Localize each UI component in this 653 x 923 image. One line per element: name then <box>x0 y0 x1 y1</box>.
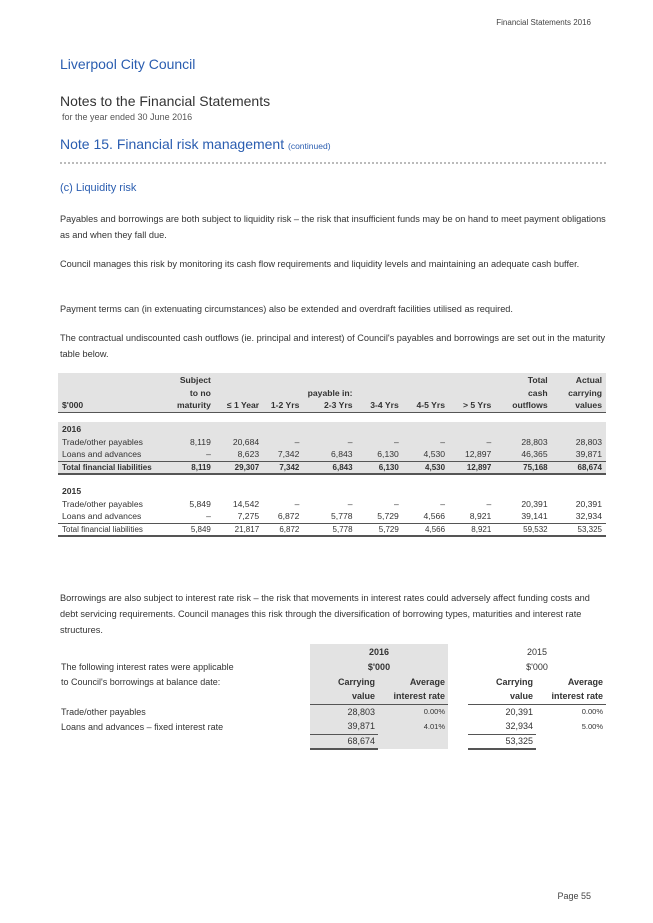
header-cell: 2-3 Yrs <box>303 399 356 412</box>
table-cell: – <box>206 449 211 460</box>
table-row: Trade/other payables 28,803 0.00% 20,391 0.00% <box>58 704 606 719</box>
table-cell: 4,530 <box>403 461 449 474</box>
table-cell: 5,849 <box>189 498 211 509</box>
table-cell: 12,897 <box>465 449 492 460</box>
note-continued: (continued) <box>288 141 331 151</box>
table-cell: 46,365 <box>521 449 548 460</box>
intro-line-1: The following interest rates were applicable <box>61 661 234 672</box>
year-2015-header: 2015 <box>526 646 548 657</box>
table-cell: 21,817 <box>215 523 263 536</box>
table-cell: 14,542 <box>232 498 260 509</box>
unit-2015: $'000 <box>526 661 548 672</box>
page-number: Page 55 <box>557 891 591 901</box>
table-cell: – <box>486 498 492 509</box>
header-cell: $'000 <box>58 399 167 412</box>
table-cell: 75,168 <box>495 461 551 474</box>
col-value-2016: value <box>310 689 378 704</box>
col-carrying-2016: Carrying <box>310 674 378 689</box>
table-cell: 5,778 <box>331 511 353 522</box>
paragraph-monitoring: Council manages this risk by monitoring its cash flow requirements and liquidity levels and maintaining an adequate cash buffer. <box>60 259 580 269</box>
table-cell: 7,342 <box>277 449 300 460</box>
divider <box>60 162 606 164</box>
year-row-2015 <box>58 484 606 497</box>
table-cell: 8,623 <box>237 449 260 460</box>
table-row <box>58 448 606 461</box>
table-cell: – <box>294 498 300 509</box>
maturity-table <box>58 373 606 537</box>
table-header-row <box>58 399 606 412</box>
year-row-2016 <box>58 422 606 435</box>
col-rate-2015: interest rate <box>536 689 606 704</box>
year-label: 2016 <box>62 423 82 434</box>
header-cell: Actual <box>575 374 602 385</box>
header-cell: 1-2 Yrs <box>263 399 303 412</box>
header-cell: cash <box>528 387 548 398</box>
unit-2016: $'000 <box>310 659 448 674</box>
table-cell: 4,566 <box>423 511 446 522</box>
table-cell: 20,391 <box>575 498 602 509</box>
year-2016-header: 2016 <box>310 644 448 659</box>
table-cell: 7,275 <box>237 511 260 522</box>
header-cell: carrying <box>568 387 602 398</box>
header-cell: to no <box>189 387 211 398</box>
header-cell: maturity <box>167 399 215 412</box>
table-header-row <box>58 386 606 399</box>
table-cell: 6,130 <box>377 449 399 460</box>
table-row <box>58 497 606 510</box>
note-title: Note 15. Financial risk management <box>60 136 285 152</box>
intro-line-2: to Council's borrowings at balance date: <box>61 676 221 687</box>
interest-rate-table <box>58 644 606 750</box>
table-cell: 5,729 <box>377 511 399 522</box>
table-cell: 20,684 <box>232 436 260 447</box>
table-cell: 7,342 <box>263 461 303 474</box>
table-cell: 5,729 <box>357 523 403 536</box>
table-cell: 4,530 <box>423 449 446 460</box>
organisation-name: Liverpool City Council <box>60 56 196 72</box>
table-cell: – <box>206 511 211 522</box>
row-label: Trade/other payables <box>62 436 143 447</box>
table-cell: 29,307 <box>215 461 263 474</box>
row-label: Loans and advances <box>62 511 142 522</box>
table-cell: – <box>394 498 399 509</box>
table-cell: – <box>347 436 353 447</box>
notes-subtitle: for the year ended 30 June 2016 <box>62 112 193 122</box>
total-2016: 68,674 <box>310 734 378 749</box>
table-cell: 6,843 <box>303 461 356 474</box>
total-row <box>58 734 606 749</box>
table-cell: 8,119 <box>190 436 211 447</box>
notes-title: Notes to the Financial Statements <box>60 93 271 109</box>
table-cell: 8,921 <box>449 523 495 536</box>
header-cell <box>58 373 167 386</box>
row-label: Trade/other payables <box>62 498 143 509</box>
table-header-row <box>58 373 606 386</box>
paragraph-interest-rate-risk: Borrowings are also subject to interest rate risk – the risk that movements in interest rates could adversely affect funding costs and debt servicing requirements. Council manages this risk through the diversification of borrowing types, maturities and interest rate structures. <box>60 593 590 635</box>
paragraph-maturity-intro: The contractual undiscounted cash outflows (ie. principal and interest) of Council's payables and borrowings are set out in the maturity table below. <box>60 333 606 359</box>
col-average-2016: Average <box>378 674 448 689</box>
table-row: Loans and advances – fixed interest rate 39,871 4.01% 32,934 5.00% <box>58 719 606 734</box>
col-value-2015: value <box>468 689 536 704</box>
header-cell: outflows <box>495 399 551 412</box>
table-cell: 39,141 <box>521 511 548 522</box>
header-cell: ≤ 1 Year <box>215 399 263 412</box>
table-cell: – <box>294 436 300 447</box>
table-cell: – <box>486 436 492 447</box>
row-label: Total financial liabilities <box>58 523 167 536</box>
table-cell: – <box>394 436 399 447</box>
table-cell: 32,934 <box>575 511 602 522</box>
table-row <box>58 435 606 448</box>
paragraph-liquidity-risk: Payables and borrowings are both subject to liquidity risk – the risk that insufficient funds may be on hand to meet payment obligations as and when they fall due. <box>60 214 606 240</box>
running-header: Financial Statements 2016 <box>496 18 591 27</box>
header-cell: payable in: <box>307 387 353 398</box>
header-cell: > 5 Yrs <box>449 399 495 412</box>
table-cell: 68,674 <box>552 461 606 474</box>
table-cell: 39,871 <box>575 449 602 460</box>
header-cell: 4-5 Yrs <box>403 399 449 412</box>
header-cell: 3-4 Yrs <box>357 399 403 412</box>
table-row <box>58 510 606 523</box>
table-cell: 12,897 <box>449 461 495 474</box>
table-cell: 6,130 <box>357 461 403 474</box>
table-cell: 8,119 <box>167 461 215 474</box>
header-cell: Subject <box>179 374 211 385</box>
col-carrying-2015: Carrying <box>495 676 533 687</box>
col-average-2015: Average <box>567 676 603 687</box>
table-cell: 6,872 <box>277 511 300 522</box>
section-heading: (c) Liquidity risk <box>60 182 137 194</box>
table-cell: 20,391 <box>521 498 548 509</box>
table-cell: 5,849 <box>167 523 215 536</box>
note-heading <box>60 136 331 152</box>
table-cell: 28,803 <box>575 436 602 447</box>
table-cell: 6,843 <box>331 449 353 460</box>
year-label: 2015 <box>62 485 82 496</box>
total-row-2016 <box>58 461 606 474</box>
table-cell: 59,532 <box>495 523 551 536</box>
paragraph-payment-terms: Payment terms can (in extenuating circumstances) also be extended and overdraft facilities utilised as required. <box>60 304 513 314</box>
header-cell: Total <box>527 374 548 385</box>
total-row-2015 <box>58 523 606 536</box>
table-cell: 4,566 <box>403 523 449 536</box>
table-cell: – <box>347 498 353 509</box>
header-cell: values <box>552 399 606 412</box>
col-rate-2016: interest rate <box>378 689 448 704</box>
table-cell: 6,872 <box>263 523 303 536</box>
table-cell: – <box>440 498 446 509</box>
total-2015: 53,325 <box>468 734 536 749</box>
table-cell: 53,325 <box>552 523 606 536</box>
row-label: Total financial liabilities <box>58 461 167 474</box>
table-cell: – <box>440 436 446 447</box>
table-cell: 8,921 <box>469 511 492 522</box>
table-cell: 28,803 <box>521 436 548 447</box>
table-cell: 5,778 <box>303 523 356 536</box>
row-label: Loans and advances <box>62 449 142 460</box>
